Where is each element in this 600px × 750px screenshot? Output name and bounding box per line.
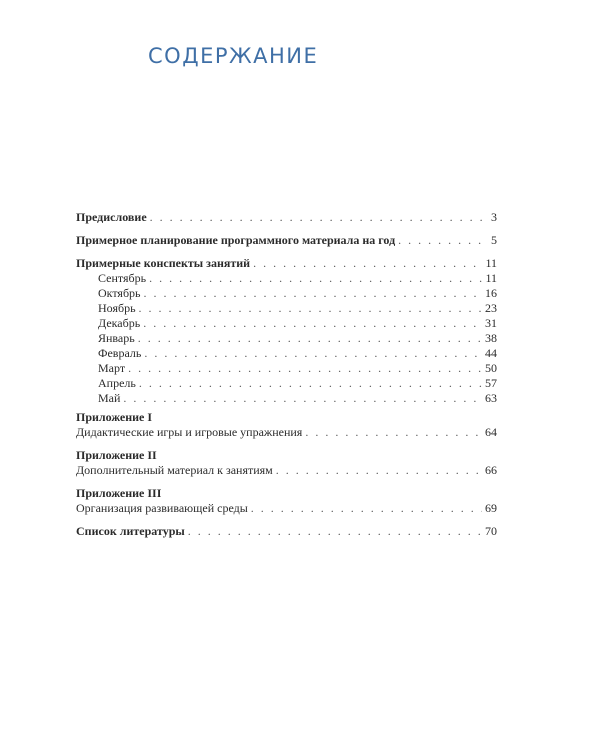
toc-entry-label: Организация развивающей среды <box>76 501 248 515</box>
toc-heading-appendix-2 <box>76 448 497 463</box>
toc-heading-label: Приложение II <box>76 448 157 462</box>
toc-entry-label: Январь <box>98 331 135 345</box>
dot-leader <box>188 524 482 539</box>
dot-leader <box>276 463 482 478</box>
toc-entry-label: Февраль <box>98 346 142 360</box>
toc-entry-label: Дидактические игры и игровые упражнения <box>76 425 303 439</box>
toc-page-number: 66 <box>485 463 497 477</box>
table-of-contents <box>76 210 497 539</box>
toc-page-number: 57 <box>485 376 497 390</box>
toc-entry-appendix-2[interactable] <box>76 463 497 478</box>
toc-page-number: 23 <box>485 301 497 315</box>
toc-entry-appendix-1[interactable] <box>76 425 497 440</box>
dot-leader <box>139 376 482 391</box>
dot-leader <box>123 391 482 406</box>
toc-entry-label: Апрель <box>98 376 136 390</box>
toc-entry-month[interactable] <box>76 376 497 391</box>
dot-leader <box>253 256 482 271</box>
page-title: СОДЕРЖАНИЕ <box>148 44 319 68</box>
dot-leader <box>143 316 482 331</box>
toc-entry-month[interactable] <box>76 361 497 376</box>
toc-heading-appendix-1 <box>76 410 497 425</box>
toc-page-number: 16 <box>485 286 497 300</box>
toc-page-number: 31 <box>485 316 497 330</box>
toc-entry-month[interactable] <box>76 301 497 316</box>
dot-leader <box>150 210 488 225</box>
toc-page-number: 44 <box>485 346 497 360</box>
toc-entry-month[interactable] <box>76 316 497 331</box>
toc-page-number: 64 <box>485 425 497 439</box>
toc-entry-label: Дополнительный материал к занятиям <box>76 463 273 477</box>
dot-leader <box>138 331 482 346</box>
toc-entry-planning[interactable] <box>76 233 497 248</box>
toc-entry-month[interactable] <box>76 286 497 301</box>
toc-page-number: 11 <box>485 271 497 285</box>
toc-entry-month[interactable] <box>76 391 497 406</box>
toc-entry-label: Сентябрь <box>98 271 147 285</box>
toc-page-number: 50 <box>485 361 497 375</box>
dot-leader <box>251 501 482 516</box>
toc-entry-month[interactable] <box>76 331 497 346</box>
toc-entry-label: Предисловие <box>76 210 147 224</box>
toc-entry-label: Май <box>98 391 121 405</box>
toc-entry-label: Декабрь <box>98 316 141 330</box>
toc-entry-label: Ноябрь <box>98 301 136 315</box>
toc-entry-references[interactable] <box>76 524 497 539</box>
toc-page-number: 70 <box>485 524 497 538</box>
toc-entry-lessons[interactable] <box>76 256 497 271</box>
toc-entry-label: Март <box>98 361 126 375</box>
toc-entry-label: Список литературы <box>76 524 185 538</box>
toc-heading-label: Приложение I <box>76 410 153 424</box>
dot-leader <box>398 233 488 248</box>
toc-entry-label: Октябрь <box>98 286 141 300</box>
toc-page-number: 11 <box>485 256 497 270</box>
toc-entry-label: Примерные конспекты занятий <box>76 256 251 270</box>
toc-page-number: 5 <box>491 233 497 247</box>
dot-leader <box>139 301 482 316</box>
toc-heading-appendix-3 <box>76 486 497 501</box>
dot-leader <box>149 271 482 286</box>
dot-leader <box>128 361 482 376</box>
dot-leader <box>144 346 482 361</box>
toc-entry-appendix-3[interactable] <box>76 501 497 516</box>
toc-entry-month[interactable] <box>76 271 497 286</box>
toc-heading-label: Приложение III <box>76 486 162 500</box>
toc-page-number: 3 <box>491 210 497 224</box>
dot-leader <box>305 425 482 440</box>
dot-leader <box>144 286 482 301</box>
toc-page-number: 69 <box>485 501 497 515</box>
toc-entry-month[interactable] <box>76 346 497 361</box>
toc-entry-preface[interactable] <box>76 210 497 225</box>
toc-page-number: 63 <box>485 391 497 405</box>
toc-page-number: 38 <box>485 331 497 345</box>
toc-entry-label: Примерное планирование программного материала на год <box>76 233 396 247</box>
